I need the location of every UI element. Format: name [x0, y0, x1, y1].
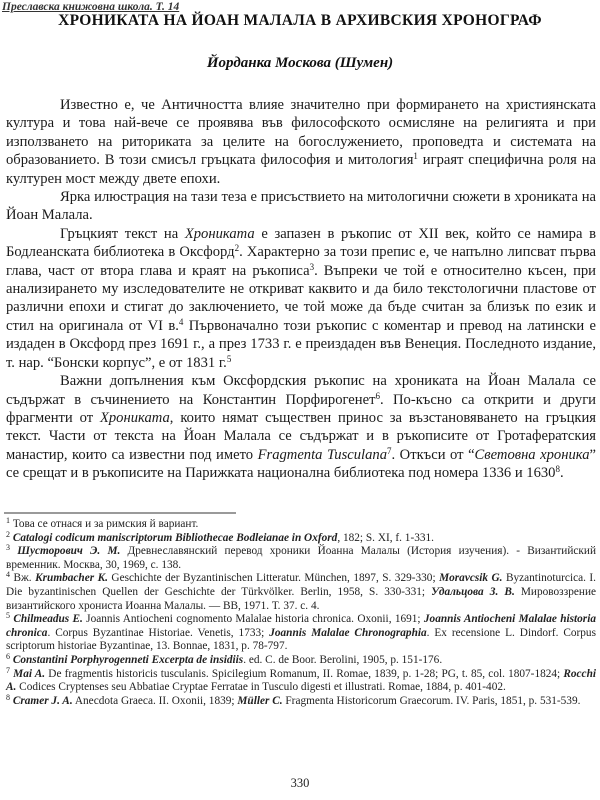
paragraph-1: Известно е, че Античността влияе значително при формирането на християнската култура и това най-вече се проявява във философското осмисляне на религията и при използването на риториката за целите на богослужението, проповедта и системата на образованието. В този смисъл гръцката философия и митология$^1$ играят специфична роля на културен мост между двете епохи.	[6, 97, 596, 187]
footnote-2: $^2$ Catalogi codicum maniscriptorum Bibliothecae Bodleianae in Oxford, 182; S. XI, f. 1-331.	[6, 529, 434, 544]
running-head: Преславска книжовна школа. Т. 14	[2, 1, 180, 13]
footnote-ref[interactable]: 7	[387, 445, 392, 456]
paragraph-3: Гръцкият текст на Хрониката е запазен в ръкопис от XII век, който се намира в Бодлеанската библиотека в Оксфорд$^2$. Характерно за този препис е, че напълно липсват първа глава, част от втора глава и краят на ръкописа$^3$. Въпреки че той е относително късен, при анализирането му изследователите не откриват каквито и да било текстологични пластове от различни епохи и стигат до заключението, че той може да бъде считан за близък по език и стил на оригинала от VI в.$^4$ Първоначално този ръкопис с коментар и превод на латински е издаден в Оксфорд през 1691 г., а през 1733 г. е преиздаден във Венеция. Последното издание, т. нар. “Бонски корпус”, е от 1831 г.$^5$	[6, 225, 596, 371]
footnote-1: $^1$ Това се отнася и за римския й вариант.	[6, 516, 199, 530]
paragraph-2: Ярка илюстрация на тази теза е присъствието на митологични сюжети в хрониката на Йоан Малала.	[6, 189, 596, 224]
footnote-separator	[4, 512, 236, 514]
article-author: Йорданка Москова (Шумен)	[206, 55, 394, 71]
footnote-ref[interactable]: 1	[413, 151, 418, 162]
footnote-ref[interactable]: 2	[234, 243, 240, 254]
article-title: ХРОНИКАТА НА ЙОАН МАЛАЛА В АРХИВСКИЯ ХРОНОГРАФ	[58, 12, 542, 29]
footnote-3: $^3$ Шусторович Э. М. Древнеславянский перевод хроники Йоанна Малалы (История изучения). - Византийский временник. Москва, 30, 1969, с. 138.	[6, 543, 596, 571]
footnote-ref[interactable]: 5	[226, 353, 232, 364]
footnote-ref[interactable]: 4	[178, 316, 184, 327]
footnote-8: $^8$ Cramer J. A. Anecdota Graeca. II. Oxonii, 1839; Müller C. Fragmenta Historicorum Graecorum. IV. Paris, 1851, p. 531-539.	[6, 692, 581, 707]
paragraph-4: Важни допълнения към Оксфордския ръкопис на хрониката на Йоан Малала се съдържат в съчинението на Константин Порфирогенет$^6$. По-късно са открити и други фрагменти от Хрониката, които нямат съществен принос за възстановяването на гръцкия текст. Части от текста на Йоан Малала се съдържат и в ръкописите от Гротафератския манастир, които са известни под името Fragmenta Tusculana$^7$. Откъси от “Световна хроника” се срещат и в ръкописите на Парижката национална библиотека под номера 1336 и 1630$^8$.	[6, 373, 596, 482]
footnote-6: $^6$ Constantini Porphyrogenneti Excerpta de insidiis. ed. C. de Boor. Berolini, 1905, p. 151-176.	[6, 651, 443, 666]
footnote-ref[interactable]: 6	[375, 390, 380, 401]
footnote-5: $^5$ Chilmeadus E. Joannis Antiocheni cognomento Malalae historia chronica. Oxonii, 1691; Joannis Antiocheni Malalae historia chronica. Corpus Byzantinae Historiae. Venetis, 1733; Joannis Malalae Chronographia. Ex recensione L. Dindorf. Corpus scriptorum historiae Byzantinae, 13. Bonnae, 1831, p. 78-797.	[6, 611, 596, 653]
footnote-ref[interactable]: 3	[309, 261, 315, 272]
footnotes	[6, 518, 596, 708]
footnote-ref[interactable]: 8	[555, 464, 560, 475]
footnote-4: $^4$ Вж. Krumbacher K. Geschichte der Byzantinischen Litteratur. München, 1897, S. 329-330; Moravcsik G. Byzantinoturcica. I. Die byzantinischen Quellen der Geschichte der Türkvölker. Berlin, 1958, S. 330-331; Удальцова З. В. Мировоззрение византийского хрониста Иоанна Малалы. — ВВ, 1971. Т. 37. с. 4.	[6, 570, 597, 612]
page-number: 330	[290, 776, 310, 790]
article-body	[6, 96, 596, 483]
footnote-7: $^7$ Mai A. De fragmentis historicis tusculanis. Spicilegium Romanum, II. Romae, 1839, p. 1-28; PG, t. 85, col. 1807-1824; Rocchi A. Codices Cryptenses seu Abbatiae Cryptae Ferratae in Tusculo digesti et illustrati. Romae, 1884, p. 401-402.	[6, 665, 596, 694]
